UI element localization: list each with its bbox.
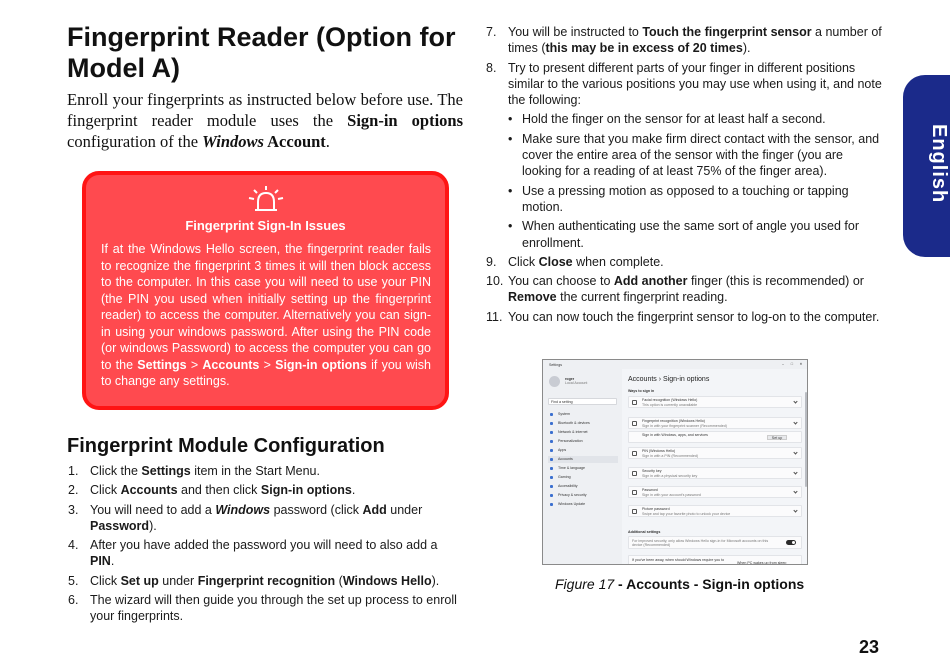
intro-italic: Windows [202,132,264,151]
step-item [68,573,463,589]
step-text: Click [508,254,539,269]
sidebar-item-label: Bluetooth & devices [558,421,590,425]
step-item [486,254,884,270]
step-text: item in the Start Menu. [190,464,320,478]
intro-text: configuration of the [67,132,203,151]
chevron-down-icon [793,508,797,512]
step-text: You can now touch the fingerprint sensor to log-on to the computer. [508,309,880,324]
row-title: Security key [642,469,662,473]
row-title: If you've been away, when should Windows require you to [632,558,725,562]
sidebar-item-label: Windows Update [558,502,586,506]
minimize-icon[interactable]: – [782,362,784,366]
figure-number: Figure 17 [555,576,615,592]
step-text: You will be instructed to [508,25,643,39]
sidebar-item-privacy[interactable] [548,492,618,499]
sidebar-item-accessibility[interactable] [548,483,618,490]
chevron-down-icon [793,450,797,454]
step-text: . [110,554,115,569]
row-title: Fingerprint recognition (Windows Hello) [642,419,705,423]
step-number: 5. [68,573,79,588]
step-bold: Touch the fingerprint sensor [642,25,812,39]
note-text: if you wish to change any settings. [101,357,431,388]
additional-settings-label: Additional settings [628,530,661,534]
step-text: under [386,502,423,517]
step-text: password (click [270,502,363,517]
bluetooth-icon [550,422,553,425]
sidebar-item-label: Accessibility [558,484,578,488]
step-bold: Accounts [120,483,178,498]
step-number: 1. [68,464,79,478]
figure-caption [555,576,804,592]
row-subtitle: Sign in with your account's password [642,493,701,497]
step-number: 11. [486,309,503,324]
key-icon [632,471,637,476]
sidebar-item-network[interactable] [548,429,618,436]
pin-icon [632,451,637,456]
step-text: You can choose to [508,274,614,289]
ways-to-sign-in-label: Ways to sign in [628,389,655,393]
bullet-text: Use a pressing motion as opposed to a touching or tapping motion. [522,183,849,214]
bullet-list [508,111,884,250]
note-body [101,241,431,390]
window-titlebar [543,360,807,369]
chevron-down-icon [793,470,797,474]
note-text: If at the Windows Hello screen, the fingerprint reader fails to recognize the fingerprint 3 times it will then block access to the computer. In this case you will need to use your PIN (the PIN you used when initially setting up the fingerprint reader) to access the computer. Alternatively you can sign-in using your windows password. After using the PIN code (or windows Password) to access the computer you can go to the [101,242,431,372]
wake-dropdown[interactable]: When PC wakes up from sleep [737,561,787,565]
step-bold: this may be in excess of 20 times [545,41,743,56]
step-item [68,592,463,625]
page-number: 23 [859,637,880,657]
caption-label: Accounts - Sign-in options [626,576,805,592]
caption-separator: - [614,576,627,592]
step-bold: Set up [120,573,159,588]
bullet-item [508,218,884,251]
intro-text: . [325,132,330,151]
sidebar-item-label: Personalization [558,439,583,443]
row-subtitle: Swipe and tap your favorite photo to unlock your device [642,512,731,516]
sidebar-item-bluetooth[interactable] [548,420,618,427]
globe-icon [550,467,553,470]
sidebar-item-label: Gaming [558,475,571,479]
sidebar-item-windows-update[interactable] [548,501,618,508]
page-title: Fingerprint Reader (Option for Model A) [67,22,456,83]
step-text: under [158,573,198,588]
intro-text: Enroll your fingerprints as instructed below before use. The fingerprint reader module uses the [67,90,463,130]
pin-row[interactable] [628,447,802,459]
search-input[interactable]: Find a setting [548,398,617,405]
step-number: 9. [486,254,497,269]
shield-icon [550,494,553,497]
toggle-knob [792,541,795,544]
step-text: The wizard will then guide you through the set up process to enroll your fingerprints. [90,593,457,624]
step-number: 2. [68,483,79,498]
sidebar-item-label: Privacy & security [558,493,587,497]
step-item [486,309,884,325]
step-bold: Settings [141,464,191,478]
row-title: Password [642,488,658,492]
sidebar-item-personalization[interactable] [548,438,618,445]
row-title: Sign in with Windows, apps, and services [642,433,708,437]
brush-icon [550,440,553,443]
note-bold: Sign-in options [275,357,367,372]
away-row [628,555,802,565]
fingerprint-recognition-row[interactable] [628,417,802,429]
step-text: ). [149,518,157,533]
row-subtitle: Sign in with a PIN (Recommended) [642,454,699,458]
note-separator: > [186,357,203,372]
sidebar-item-time-language[interactable] [548,465,618,472]
facial-recognition-row[interactable] [628,396,802,408]
step-number: 10. [486,274,504,289]
step-item [486,273,884,306]
steps-list-right [486,24,884,328]
step-text: a number of times ( [508,25,882,56]
security-key-row[interactable] [628,467,802,479]
user-info [565,377,587,386]
bullet-dot-icon: • [508,183,513,198]
face-icon [632,400,637,405]
password-row[interactable] [628,486,802,498]
breadcrumb: Accounts › Sign-in options [628,376,710,383]
step-number: 8. [486,60,497,75]
step-number: 7. [486,25,497,39]
intro-paragraph [67,89,463,152]
sidebar-item-label: Apps [558,448,567,452]
sidebar-item-label: Network & internet [558,430,588,434]
warning-bell-icon [246,184,286,214]
step-bold: Windows Hello [342,573,432,588]
step-bold: Add another [613,274,688,289]
note-title: Fingerprint Sign-In Issues [185,218,346,233]
settings-screenshot [542,359,808,565]
step-text: ). [431,573,440,588]
step-item [68,482,463,498]
accessibility-icon [550,485,553,488]
fingerprint-icon [632,421,637,426]
bullet-item [508,131,884,180]
row-subtitle: Sign in with a physical security key [642,474,698,478]
bullet-dot-icon: • [508,112,513,127]
step-text: the current fingerprint reading. [556,290,728,305]
network-icon [550,431,553,434]
step-text: Click [90,573,121,588]
gamepad-icon [550,476,553,479]
sidebar-item-label: System [558,412,570,416]
scrollbar[interactable] [805,392,807,487]
sidebar-item-label: Accounts [558,457,573,461]
note-bold: Accounts [202,357,260,372]
row-subtitle: Sign in with your fingerprint scanner (Recommended) [642,424,727,428]
sidebar-item-system[interactable] [548,411,618,418]
step-bold: Add [362,502,387,517]
step-text: Click [90,483,121,498]
system-icon [550,413,553,416]
step-text: You will need to add a [90,502,216,517]
user-name: roger [565,377,575,381]
section-title: Fingerprint Module Configuration [67,435,385,457]
row-title: PIN (Windows Hello) [642,449,676,453]
bullet-item [508,183,884,216]
row-title: For improved security, only allow Windows Hello sign-in for Microsoft accounts on this device (Recommended) [632,539,769,548]
note-bold: Settings [137,357,187,372]
chevron-down-icon [793,489,797,493]
step-item [68,537,463,570]
sidebar-item-gaming[interactable] [548,474,618,481]
language-tab-label: English [928,124,950,204]
step-text: Try to present different parts of your finger in different positions similar to the various positions you may use when using it, and note the following: [508,60,882,108]
image-icon [632,509,637,514]
apps-icon [550,449,553,452]
step-bold: Fingerprint recognition [197,573,336,588]
step-text: After you have added the password you will need to also add a [90,538,438,553]
bullet-dot-icon: • [508,131,513,146]
step-bold: Remove [508,290,557,305]
bullet-dot-icon: • [508,219,513,234]
fingerprint-signin-issues-note [82,171,449,410]
chevron-down-icon [793,420,797,424]
account-icon [550,458,553,461]
bullet-text: Hold the finger on the sensor for at least half a second. [522,112,826,127]
row-subtitle: This option is currently unavailable [642,403,698,407]
sign-in-services-row [628,431,802,443]
step-text: ). [742,41,751,56]
step-text: Click the [90,464,142,478]
user-account-type: Local Account [565,381,588,386]
sidebar-item-accounts[interactable] [548,456,618,463]
note-separator: > [259,357,276,372]
intro-bold: Account [263,132,326,151]
step-bold: Password [90,518,150,533]
row-title: Facial recognition (Windows Hello) [642,398,698,402]
bullet-text: Make sure that you make firm direct contact with the sensor, and cover the entire area of the sensor with the finger (you are looking for a reading of at least 75% of the finger area). [522,131,880,179]
step-bold: PIN [90,554,111,569]
windows-hello-only-row [628,536,802,549]
step-bold: Sign-in options [260,483,352,498]
settings-sidebar [543,369,622,565]
step-number: 4. [68,538,79,553]
step-text: ( [335,573,343,588]
step-text: and then click [177,483,261,498]
avatar [549,376,560,387]
chevron-down-icon [793,399,797,403]
maximize-icon[interactable]: □ [790,362,794,366]
sidebar-item-label: Time & language [558,466,586,470]
bullet-text: When authenticating use the same sort of angle you used for enrollment. [522,219,860,250]
set-up-button[interactable]: Set up [767,435,787,440]
close-icon[interactable]: ✕ [799,362,803,366]
bullet-item [508,111,884,127]
intro-bold: Sign-in options [347,111,463,130]
picture-password-row[interactable] [628,505,802,517]
windows-hello-toggle[interactable] [786,540,796,545]
step-number: 3. [68,502,79,517]
key-icon [632,490,637,495]
step-item [486,24,884,57]
step-bold-italic: Windows [215,502,271,517]
step-item [68,463,463,479]
step-item [486,60,884,251]
step-text: . [351,483,356,498]
update-icon [550,503,553,506]
step-text: when complete. [572,254,664,269]
step-item [68,502,463,535]
step-text: finger (this is recommended) or [687,274,864,289]
step-number: 6. [68,593,79,608]
row-title: Picture password [642,507,670,511]
step-bold: Close [538,254,573,269]
sidebar-item-apps[interactable] [548,447,618,454]
app-name: Settings [549,363,562,367]
steps-list-left [68,463,463,628]
